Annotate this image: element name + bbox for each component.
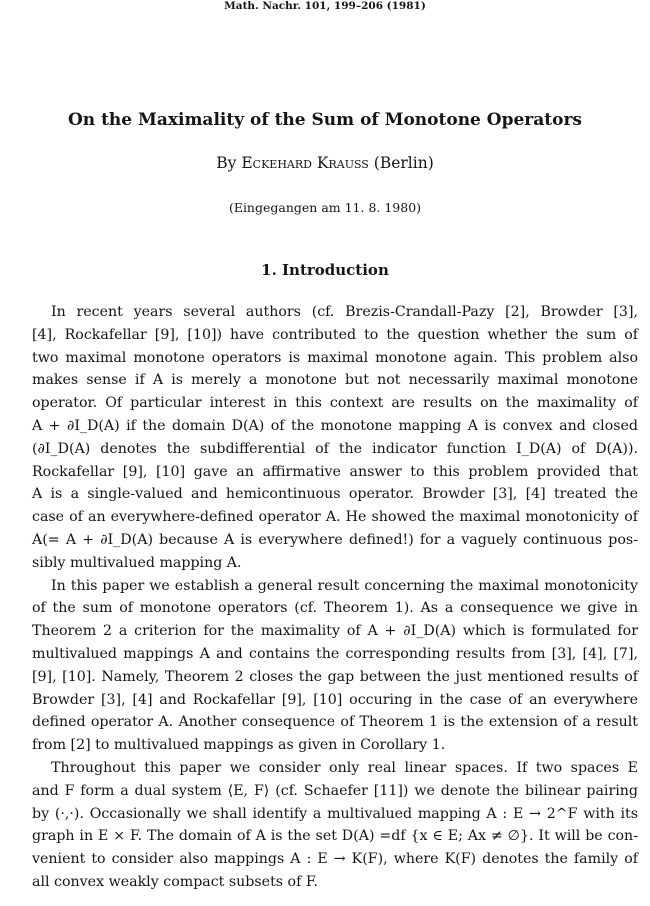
author-name: Eckehard Krauss <box>241 154 369 172</box>
text-line: of the sum of monotone operators (cf. Theorem 1). As a consequence we give in <box>32 600 638 617</box>
text-line: and F form a dual system ⟨E, F⟩ (cf. Schaefer [11]) we denote the bilinear pairing <box>32 782 638 799</box>
text-line: A is a single-valued and hemicontinuous operator. Browder [3], [4] treated the <box>32 486 638 503</box>
text-line: Throughout this paper we consider only real linear spaces. If two spaces E <box>51 759 638 776</box>
section-heading: 1. Introduction <box>261 261 389 279</box>
text-line: Rockafellar [9], [10] gave an affirmative answer to this problem provided that <box>32 463 638 480</box>
section-body <box>32 301 638 894</box>
text-line: two maximal monotone operators is maximal monotone again. This problem also <box>32 349 638 366</box>
text-line: case of an everywhere-defined operator A. He showed the maximal monotonicity of <box>32 509 638 526</box>
text-line: Browder [3], [4] and Rockafellar [9], [10] occuring in the case of an everywhere <box>32 691 638 708</box>
text-line: [9], [10]. Namely, Theorem 2 closes the gap between the just mentioned results of <box>32 668 638 685</box>
text-line: venient to consider also mappings A : E → K(F), where K(F) denotes the family of <box>32 851 638 868</box>
text-line: Theorem 2 a criterion for the maximality of A + ∂I_D(A) which is formulated for <box>32 623 638 640</box>
text-line: sibly multivalued mapping A. <box>32 554 242 571</box>
paper-title: On the Maximality of the Sum of Monotone Operators <box>67 110 582 130</box>
text-line: [4], Rockafellar [9], [10]) have contributed to the question whether the sum of <box>32 326 638 343</box>
text-line: operator. Of particular interest in this context are results on the maximality of <box>32 395 638 412</box>
text-line: graph in E × F. The domain of A is the set D(A) =df {x ∈ E; Ax ≠ ∅}. It will be con- <box>32 828 638 845</box>
journal-citation: Math. Nachr. 101, 199–206 (1981) <box>224 0 426 12</box>
text-line: multivalued mappings A and contains the corresponding results from [3], [4], [7], <box>32 645 638 662</box>
text-line: A(= A + ∂I_D(A) because A is everywhere defined!) for a vaguely continuous pos- <box>32 531 638 548</box>
text-line: (∂I_D(A) denotes the subdifferential of the indicator function I_D(A) of D(A)). <box>32 440 638 457</box>
text-line: In this paper we establish a general result concerning the maximal monotonicity <box>51 577 638 594</box>
author-line <box>0 154 650 172</box>
author-city: (Berlin) <box>373 154 434 172</box>
text-line: all convex weakly compact subsets of F. <box>32 873 318 890</box>
text-line: from [2] to multivalued mappings as given in Corollary 1. <box>32 737 446 754</box>
text-line: A + ∂I_D(A) if the domain D(A) of the monotone mapping A is convex and closed <box>32 417 638 434</box>
text-line: In recent years several authors (cf. Brezis-Crandall-Pazy [2], Browder [3], <box>51 304 638 320</box>
text-line: by (·,·). Occasionally we shall identify a multivalued mapping A : E → 2^F with its <box>32 805 638 822</box>
text-line: defined operator A. Another consequence of Theorem 1 is the extension of a result <box>32 714 638 731</box>
author-prefix: By <box>216 154 237 172</box>
text-line: makes sense if A is merely a monotone but not necessarily maximal monotone <box>32 372 638 389</box>
received-date: (Eingegangen am 11. 8. 1980) <box>228 200 422 215</box>
